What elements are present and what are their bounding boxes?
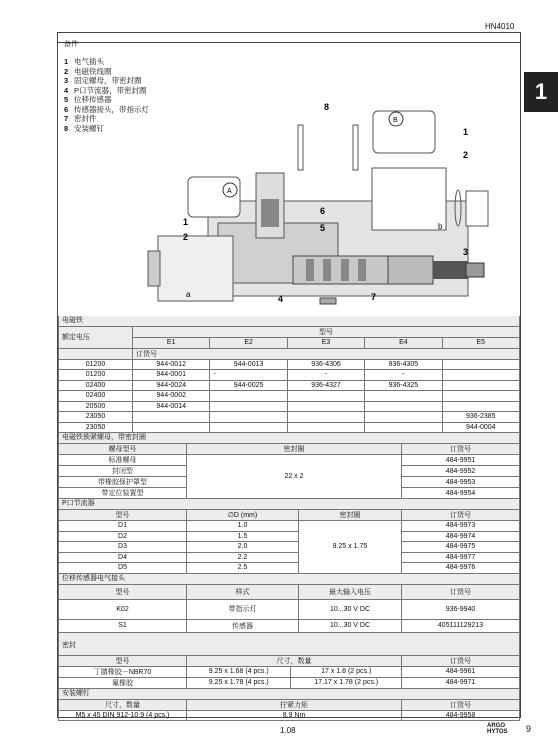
- svg-text:5: 5: [320, 223, 326, 233]
- table-row: 01200 944-0001 - - -: [59, 370, 520, 381]
- section-header: [58, 33, 520, 48]
- table-row: 23050 936-2385: [59, 412, 520, 423]
- table-row: D2 1.5 484-9974: [59, 531, 520, 542]
- page-frame: [57, 32, 521, 718]
- chapter-tab: 1: [524, 72, 558, 112]
- solenoid-table: 额定电压 型号 E1 E2 E3 E4 E5 订货号 01200 944-0012 944-0013 936-4306 936-4305 01200 944-0001 - - - 02400 944-0024 944-0025 936-4327 936-4325 02400 944-0002 20500 944-0014 23050 936-2385 23050 944-0004: [58, 326, 520, 433]
- svg-text:b: b: [438, 222, 443, 231]
- table-row: 带定位装置型 484-9954: [59, 488, 520, 499]
- legend-item: 7 密封件: [64, 114, 97, 123]
- right-coil: [372, 168, 446, 230]
- svg-text:B: B: [393, 117, 398, 124]
- document-number: HN4010: [485, 22, 515, 31]
- legend-item: 4 P口节流器，带密封圈: [64, 85, 147, 95]
- table-row: D5 2.5 484-9976: [59, 563, 520, 574]
- svg-text:6: 6: [320, 206, 326, 216]
- nut-title: 电磁铁锁紧螺母，带密封圈: [58, 433, 520, 443]
- table-row: 20500 944-0014: [59, 401, 520, 412]
- table-row: 丁腈橡胶－NBR70 9.25 x 1.68 (4 pcs.) 17 x 1.8 (2 pcs.) 484-9961: [59, 666, 520, 677]
- screw-table: 尺寸，数量 拧紧力矩 订货号 M5 x 45 DIN 912-10.9 (4 pcs.) 8.9 Nm 484-9958: [58, 699, 520, 722]
- table-row: 氟橡胶 9.25 x 1.78 (4 pcs.) 17.17 x 1.78 (2 pcs.) 484-9971: [59, 677, 520, 688]
- svg-text:A: A: [227, 188, 232, 195]
- sensor-title: 位移传感器电气接头: [58, 574, 520, 584]
- tables: [58, 316, 520, 721]
- table-row: 02400 944-0002: [59, 391, 520, 402]
- table-row: 封闭型 484-9952: [59, 466, 520, 477]
- svg-text:4: 4: [278, 294, 284, 304]
- table-row: D1 1.0 9.25 x 1.75 484-9973: [59, 521, 520, 532]
- legend-item: 8 安装螺钉: [64, 123, 104, 133]
- throttle: [320, 298, 336, 304]
- svg-text:1: 1: [463, 127, 469, 137]
- table-row: S1 传感器 10...30 V DC 405111129213: [59, 619, 520, 632]
- screw: [298, 125, 303, 170]
- plug-b: [373, 111, 435, 153]
- legend-item: 2 电磁铁线圈: [64, 66, 112, 76]
- brand-logo: ARGO HYTOS: [487, 723, 508, 735]
- svg-text:2: 2: [463, 150, 469, 160]
- exploded-drawing: [58, 73, 520, 316]
- table-row: 标准螺母 22 x 2 484-9951: [59, 455, 520, 466]
- table-row: D3 2.0 484-9975: [59, 542, 520, 553]
- table-row: 23050 944-0004: [59, 422, 520, 433]
- table-row: 带橡胶保护罩型 484-9953: [59, 477, 520, 488]
- screw-title: 安装螺钉: [58, 689, 520, 699]
- svg-text:8: 8: [324, 102, 330, 112]
- table-row: M5 x 45 DIN 912-10.9 (4 pcs.) 8.9 Nm 484-9958: [59, 710, 520, 721]
- throttle-table: 型号 ∅D (mm) 密封圈 订货号 D1 1.0 9.25 x 1.75 484-9973 D2 1.5 484-9974 D3 2.0 484-9975 D4 2.2 484-9977 D5 2.5 484-9976: [58, 509, 520, 574]
- screw: [353, 125, 358, 170]
- solenoid-title: 电磁铁: [58, 316, 520, 326]
- left-coil: [158, 236, 233, 301]
- legend-item: 1 电气插头: [64, 57, 104, 66]
- legend-item: 6 传感器接头，带指示灯: [64, 104, 149, 114]
- lock-nut: [466, 191, 488, 226]
- page-code: 1.08: [280, 726, 296, 735]
- table-row: K02 带指示灯 10...30 V DC 936-9940: [59, 599, 520, 619]
- page-number: 9: [526, 724, 532, 734]
- legend-item: 3 固定螺母，带密封圈: [64, 76, 142, 85]
- table-row: D4 2.2 484-9977: [59, 552, 520, 563]
- sensor-table: 型号 样式 最大输入电压 订货号 K02 带指示灯 10...30 V DC 936-9940 S1 传感器 10...30 V DC 405111129213: [58, 584, 520, 633]
- svg-text:a: a: [186, 290, 191, 299]
- seal-title: 密封: [58, 633, 520, 655]
- throttle-title: P口节流器: [58, 499, 520, 509]
- svg-text:3: 3: [463, 247, 469, 257]
- table-row: 01200 944-0012 944-0013 936-4306 936-4305: [59, 359, 520, 370]
- svg-text:1: 1: [183, 217, 189, 227]
- seal-table: 型号 尺寸，数量 订货号 丁腈橡胶－NBR70 9.25 x 1.68 (4 pcs.) 17 x 1.8 (2 pcs.) 484-9961 氟橡胶 9.25 x 1.78 (4 pcs.) 17.17 x 1.78 (2 pcs.) 484-9971: [58, 655, 520, 689]
- svg-text:2: 2: [183, 232, 189, 242]
- section-title: 备件: [64, 41, 78, 48]
- legend-item: 5 位移传感器: [64, 95, 112, 104]
- svg-text:7: 7: [371, 292, 377, 302]
- table-row: 02400 944-0024 944-0025 936-4327 936-4325: [59, 380, 520, 391]
- nut-table: 螺母型号 密封圈 订货号 标准螺母 22 x 2 484-9951 封闭型 484-9952 带橡胶保护罩型 484-9953 带定位装置型 484-9954: [58, 443, 520, 499]
